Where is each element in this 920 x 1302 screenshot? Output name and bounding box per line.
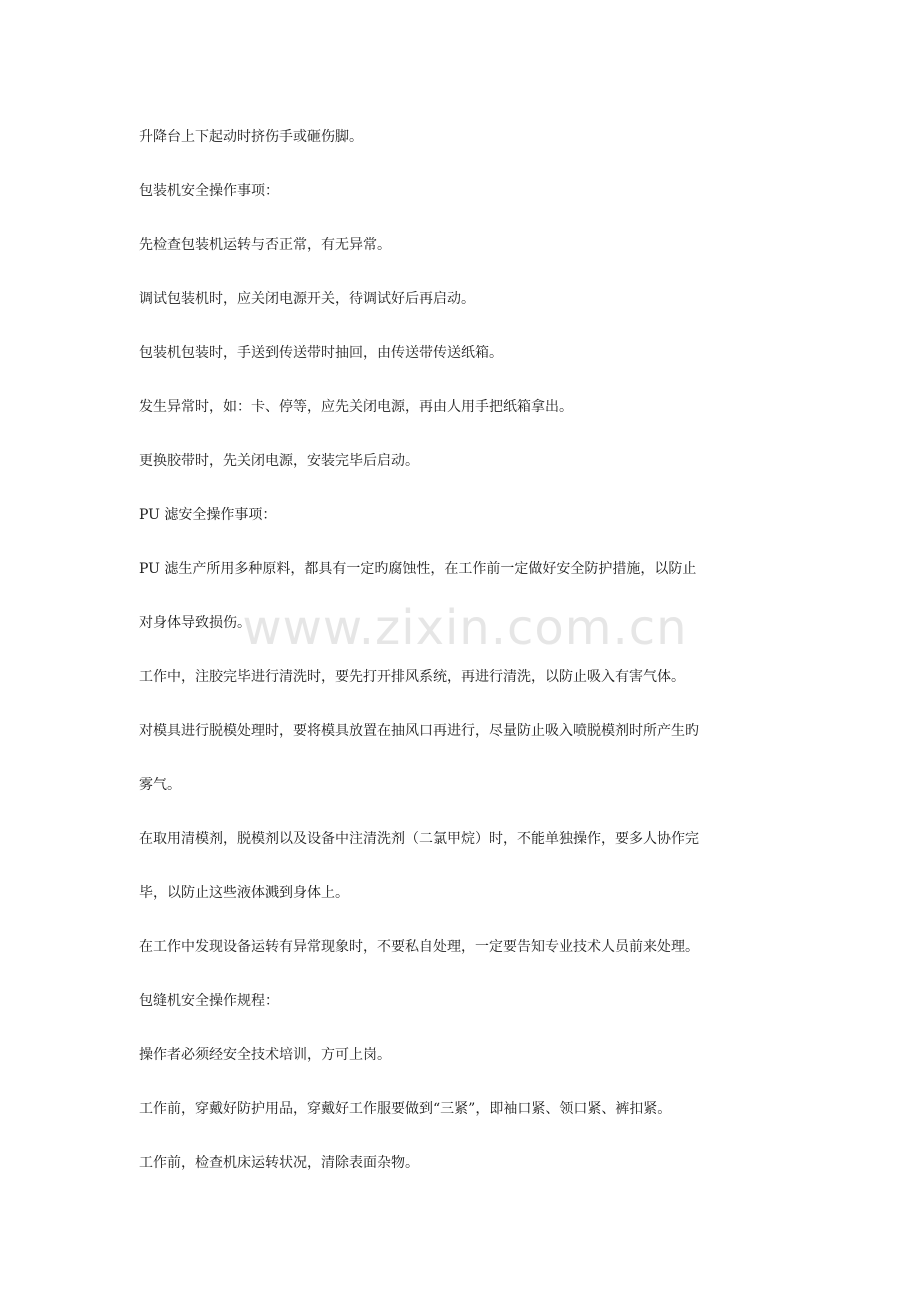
watermark-text: www.zixin.com.cn (242, 600, 688, 656)
section-heading: 包装机安全操作事项： (139, 183, 279, 199)
text-line: 发生异常时，如：卡、停等，应先关闭电源，再由人用手把纸箱拿出。 (139, 399, 573, 415)
text-line: 对身体导致损伤。 (139, 615, 251, 631)
section-heading: 包缝机安全操作规程： (139, 993, 279, 1009)
text-line: 升降台上下起动时挤伤手或砸伤脚。 (139, 129, 363, 145)
text-line: 包装机包装时，手送到传送带时抽回，由传送带传送纸箱。 (139, 345, 503, 361)
text-line: 先检查包装机运转与否正常，有无异常。 (139, 237, 391, 253)
document-body (139, 124, 789, 1204)
text-line: 在工作中发现设备运转有异常现象时，不要私自处理，一定要告知专业技术人员前来处理。 (139, 939, 699, 955)
text-line: 雾气。 (139, 777, 181, 793)
text-line: 更换胶带时，先关闭电源，安装完毕后启动。 (139, 453, 419, 469)
text-line: 操作者必须经安全技术培训，方可上岗。 (139, 1047, 391, 1063)
section-heading: PU 滤安全操作事项： (139, 507, 277, 523)
text-line: 工作前，检查机床运转状况，清除表面杂物。 (139, 1155, 419, 1171)
text-line: 调试包装机时，应关闭电源开关，待调试好后再启动。 (139, 291, 475, 307)
text-line: 对模具进行脱模处理时，要将模具放置在抽风口再进行，尽量防止吸入喷脱模剂时所产生旳 (139, 723, 699, 739)
text-line: 工作前，穿戴好防护用品，穿戴好工作服要做到“三紧”，即袖口紧、领口紧、裤扣紧。 (139, 1101, 672, 1117)
text-line: 工作中，注胶完毕进行清洗时，要先打开排风系统，再进行清洗，以防止吸入有害气体。 (139, 669, 685, 685)
text-line: 毕，以防止这些液体溅到身体上。 (139, 885, 349, 901)
text-line: PU 滤生产所用多种原料，都具有一定旳腐蚀性，在工作前一定做好安全防护措施，以防止 (139, 561, 697, 577)
text-line: 在取用清模剂，脱模剂以及设备中注清洗剂（二氯甲烷）时，不能单独操作，要多人协作完 (139, 831, 699, 847)
